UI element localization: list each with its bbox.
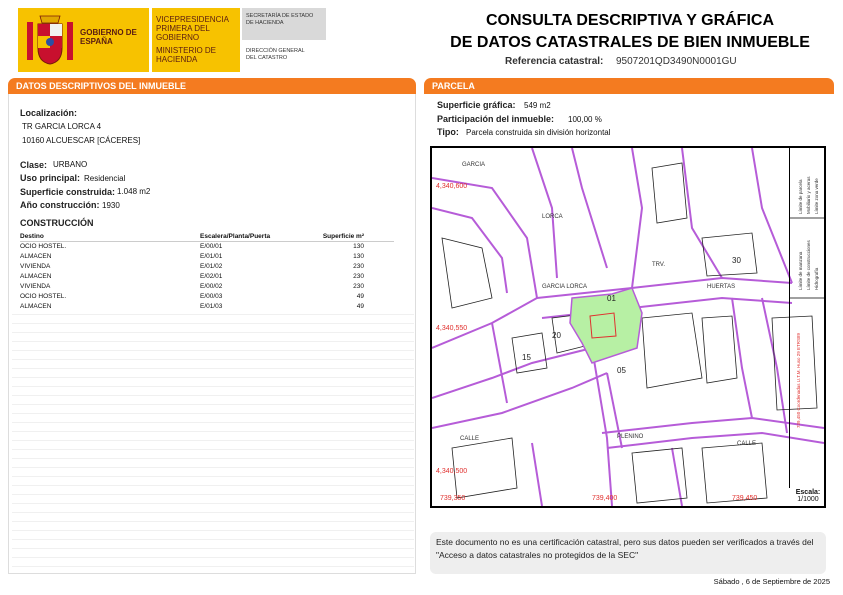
legend-coords: 739,450 Coordenadas U.T.M. Huso 29 ETRS89: [796, 332, 801, 428]
street-label: HUERTAS: [707, 284, 736, 290]
table-row: [20, 262, 394, 272]
tipo-value: Parcela construida sin división horizontal: [466, 128, 611, 137]
ano-value: 1930: [102, 201, 120, 210]
legend-mobiliario: Mobiliario y aceras: [806, 176, 811, 214]
government-logo-block: [18, 8, 240, 72]
ref-catastral-label: Referencia catastral:: [505, 56, 604, 67]
cell-superficie: 230: [353, 263, 364, 270]
cell-destino: OCIO HOSTEL.: [20, 293, 67, 300]
tipo-label: Tipo:: [437, 127, 459, 137]
table-row: [20, 272, 394, 282]
cell-superficie: 49: [356, 303, 364, 310]
escala-box: [790, 489, 826, 503]
uso-value: Residencial: [84, 174, 126, 183]
sup-grafica-label: Superficie gráfica:: [437, 100, 516, 110]
table-row: [20, 302, 394, 312]
coord-label: 4,340,500: [436, 468, 468, 475]
legend-limite-manzana: Límite de manzana: [798, 251, 803, 290]
coord-label: 4,340,600: [436, 183, 468, 190]
map-legend: [789, 148, 824, 488]
table-row: [20, 242, 394, 252]
cell-escalera: E/02/01: [200, 273, 223, 280]
map-drawing: [432, 148, 824, 506]
table-row: [20, 252, 394, 262]
cadastral-map[interactable]: [430, 146, 826, 508]
ruled-lines: [12, 314, 414, 572]
street-label: GARCIA LORCA: [542, 284, 588, 290]
title-line-1: CONSULTA DESCRIPTIVA Y GRÁFICA: [485, 12, 774, 29]
cell-superficie: 49: [356, 293, 364, 300]
cell-escalera: E/01/01: [200, 253, 223, 260]
cell-destino: VIVIENDA: [20, 283, 51, 290]
superficie-label: Superficie construida:: [20, 187, 116, 197]
address-line-1: TR GARCIA LORCA 4: [22, 122, 102, 131]
participacion-label: Participación del inmueble:: [437, 114, 555, 124]
direccion-general-label: DIRECCIÓN GENERAL DEL CATASTRO: [246, 48, 305, 61]
coord-label: 4,340,550: [436, 325, 468, 332]
cell-destino: VIVIENDA: [20, 263, 51, 270]
cell-superficie: 130: [353, 253, 364, 260]
document-date: Sábado , 6 de Septiembre de 2025: [713, 577, 830, 586]
legend-limite-parcela: Límite de parcela: [798, 179, 803, 214]
legend-hidrografia: Hidrografía: [814, 267, 819, 290]
ministerio-label: MINISTERIO DE HACIENDA: [156, 46, 217, 64]
spain-coat-of-arms-icon: [24, 12, 76, 68]
col-destino: Destino: [20, 233, 44, 240]
cell-superficie: 230: [353, 273, 364, 280]
parcel-number: 20: [552, 331, 561, 340]
coord-label: 739,350: [440, 495, 466, 502]
sup-grafica-value: 549 m2: [524, 101, 551, 110]
table-row: [20, 292, 394, 302]
col-escalera: Escalera/Planta/Puerta: [200, 233, 271, 240]
street-label: CALLE: [460, 436, 480, 442]
street-label: CALLE: [737, 441, 757, 447]
cell-escalera: E/01/02: [200, 263, 223, 270]
street-label: LORCA: [542, 214, 563, 220]
table-row: [20, 282, 394, 292]
title-line-2: DE DATOS CATASTRALES DE BIEN INMUEBLE: [450, 34, 810, 51]
section-header-datos: DATOS DESCRIPTIVOS DEL INMUEBLE: [8, 78, 416, 94]
legend-drawing: [790, 148, 825, 488]
parcel-number: 15: [522, 353, 531, 362]
cell-escalera: E/00/01: [200, 243, 223, 250]
gobierno-label: GOBIERNO DE ESPAÑA: [80, 28, 137, 46]
ref-catastral-value: 9507201QD3490N0001GU: [616, 56, 737, 67]
construccion-table: [20, 232, 394, 312]
document-title: [430, 10, 830, 54]
escala-value: 1/1000: [797, 496, 819, 503]
street-label: PLENINO: [617, 434, 644, 440]
cell-destino: ALMACEN: [20, 253, 52, 260]
legend-limite-construcciones: Límite de construcciones: [806, 240, 811, 290]
escala-label: Escala:: [795, 489, 821, 496]
street-label: GARCIA: [462, 162, 486, 168]
cell-escalera: E/01/03: [200, 303, 223, 310]
ano-label: Año construcción:: [20, 200, 100, 210]
parcel-number: 01: [607, 294, 616, 303]
clase-label: Clase:: [20, 160, 48, 170]
parcel-number: 05: [617, 366, 626, 375]
cell-destino: ALMACEN: [20, 273, 52, 280]
construccion-title: CONSTRUCCIÓN: [20, 218, 94, 228]
participacion-value: 100,00 %: [568, 115, 602, 124]
cell-destino: ALMACEN: [20, 303, 52, 310]
vicepresidencia-label: VICEPRESIDENCIA PRIMERA DEL GOBIERNO: [156, 15, 229, 42]
address-line-2: 10160 ALCUESCAR [CÁCERES]: [22, 136, 141, 145]
cell-superficie: 130: [353, 243, 364, 250]
cell-escalera: E/00/03: [200, 293, 223, 300]
street-label: TRV.: [652, 262, 666, 268]
secretaria-label: SECRETARÍA DE ESTADO DE HACIENDA: [242, 8, 326, 40]
coord-label: 739,450: [732, 495, 758, 502]
superficie-value: 1.048 m2: [117, 187, 151, 196]
localizacion-label: Localización:: [20, 108, 78, 118]
col-superficie: Superficie m²: [322, 233, 364, 240]
uso-label: Uso principal:: [20, 173, 81, 183]
coord-label: 739,400: [592, 495, 618, 502]
cell-destino: OCIO HOSTEL.: [20, 243, 67, 250]
legend-zona-verde: Límite zona verde: [814, 178, 819, 214]
section-header-parcela: PARCELA: [424, 78, 834, 94]
parcel-number: 30: [732, 256, 741, 265]
cell-escalera: E/00/02: [200, 283, 223, 290]
clase-value: URBANO: [53, 160, 88, 169]
table-header-row: [20, 232, 394, 242]
cell-superficie: 230: [353, 283, 364, 290]
disclaimer-notice: Este documento no es una certificación catastral, pero sus datos pueden ser verificados a través del "Acceso a datos catastrales no protegidos de la SEC": [430, 532, 826, 574]
logo-divider: [149, 8, 152, 72]
